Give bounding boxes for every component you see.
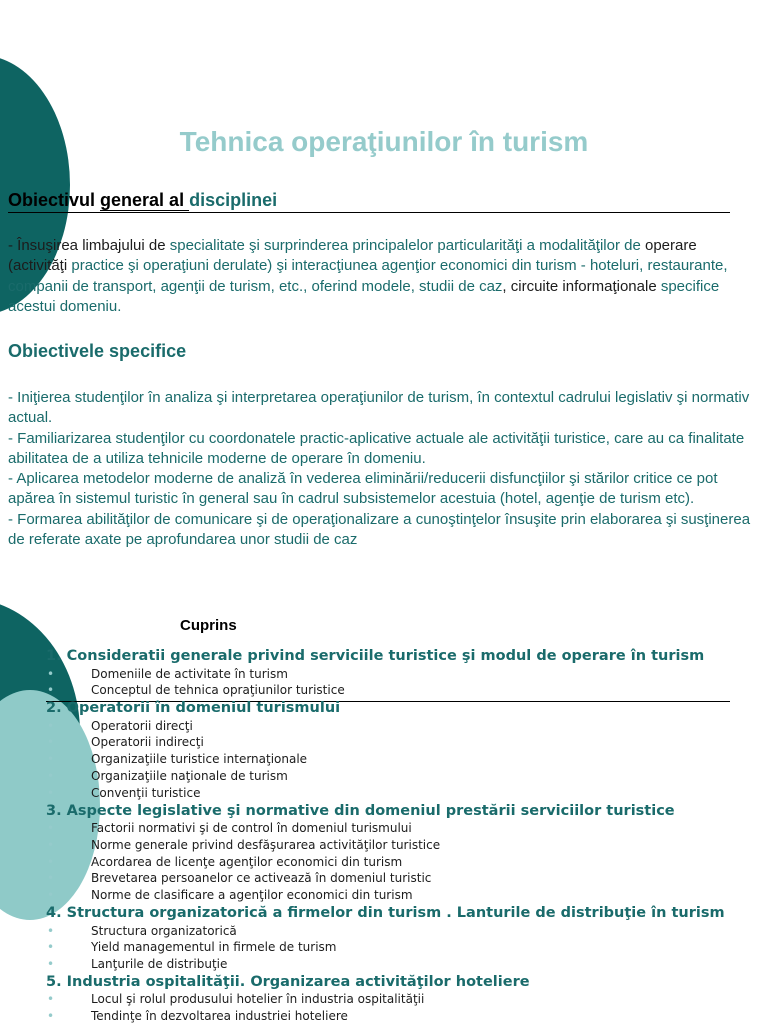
toc-list-item: [47, 923, 768, 940]
bullet-icon: •: [47, 923, 55, 938]
toc-list-item: [47, 820, 768, 837]
toc-list-item: [47, 734, 768, 751]
bullet-icon: •: [47, 992, 55, 1007]
general-text-6: , circuite informaţionale: [502, 277, 661, 295]
toc-list-item: [47, 956, 768, 973]
general-text-7: specifice acestui domeniu.: [8, 277, 720, 315]
toc-list-item: [47, 1008, 768, 1025]
toc-item-label: Lanţurile de distribuţie: [91, 957, 228, 972]
general-text-2: specialitate şi surprinderea principalelor particularităţi a modalităţilor de: [169, 237, 641, 254]
toc-item-label: Tendinţe în dezvoltarea industriei hoteliere: [91, 1009, 348, 1024]
table-of-contents: [0, 647, 768, 1025]
toc-item-label: Conceptul de tehnica opraţiunilor turistice: [91, 683, 345, 698]
toc-item-label: Norme generale privind desfăşurarea activităţilor turistice: [91, 837, 441, 852]
toc-list-item: [47, 718, 768, 735]
toc-list-item: [47, 854, 768, 871]
document-title: Tehnica operaţiunilor în turism: [179, 126, 589, 157]
specific-objectives-heading: Obiectivele specifice: [8, 341, 187, 361]
toc-item-label: Factorii normativi şi de control în domeniul turismului: [91, 821, 412, 836]
general-text-1: - Însuşirea limbajului de: [8, 237, 170, 254]
toc-section-title: 1. Consideratii generale privind serviciile turistice şi modul de operare în turism: [46, 648, 705, 664]
toc-list-item: [47, 768, 768, 785]
general-text-5: companii de transport, agenţii de turism, etc., oferind modele, studii de caz: [8, 277, 503, 295]
bullet-icon: •: [47, 940, 55, 955]
toc-list-item: [47, 682, 768, 699]
toc-item-label: Structura organizatorică: [91, 923, 237, 938]
toc-item-label: Domeniile de activitate în turism: [91, 666, 288, 681]
general-objective-text: [8, 236, 760, 317]
toc-item-label: Acordarea de licenţe agenţilor economici din turism: [91, 854, 403, 869]
toc-item-label: Brevetarea persoanelor ce activează în domeniul turistic: [91, 871, 432, 886]
toc-item-label: Convenţii turistice: [91, 785, 201, 800]
bullet-icon: •: [47, 666, 55, 681]
specific-objectives-text: - Iniţierea studenţilor în analiza şi interpretarea operaţiunilor de turism, în contextul cadrului legislativ şi normativ actual. - Familiarizarea studenţilor cu coordonatele practic-aplicative actuale ale activităţii turistice, care au ca finalitate abilitatea de a utiliza tehnicile moderne de operare în domeniu. - Aplicarea metodelor moderne de analiză în vederea eliminării/reducerii disfuncţiilor şi stărilor critice ce pot apărea în sistemul turistic în general sau în cadrul subsistemelor acestuia (hotel, agenţie de turism etc). - Formarea abilităţilor de comunicare şi de operaţionalizare a cunoştinţelor însuşite prin elaborarea şi susţinerea de referate axate pe aprofundarea unor studii de caz: [8, 389, 751, 549]
bullet-icon: •: [47, 1009, 55, 1024]
contents-heading: Cuprins: [180, 617, 237, 634]
toc-section-title: 3. Aspecte legislative şi normative din domeniul prestării serviciilor turistice: [46, 802, 675, 819]
bullet-icon: •: [47, 957, 55, 972]
bullet-icon: •: [47, 888, 55, 903]
toc-list-item: [47, 887, 768, 904]
toc-section-title: 5. Industria ospitalităţii. Organizarea activităţilor hoteliere: [46, 973, 530, 990]
toc-item-label: Yield managementul in firmele de turism: [91, 940, 337, 955]
toc-list-item: [47, 666, 768, 683]
general-text-3: operare (activităţi: [8, 237, 697, 275]
bullet-icon: •: [47, 735, 55, 750]
bullet-icon: •: [47, 785, 55, 800]
bullet-icon: •: [47, 718, 55, 733]
bullet-icon: •: [47, 768, 55, 783]
toc-item-label: Organizaţiile turistice internaţionale: [91, 752, 308, 767]
heading-part-3: disciplinei: [189, 190, 278, 210]
toc-item-label: Organizaţiile naţionale de turism: [91, 768, 288, 783]
toc-list-item: [47, 785, 768, 802]
bullet-icon: •: [47, 837, 55, 852]
heading-part-2: general al: [100, 190, 190, 210]
bullet-icon: •: [47, 821, 55, 836]
heading-part-1: Obiectivul: [8, 190, 101, 210]
toc-item-label: Locul şi rolul produsului hotelier în industria ospitalităţii: [91, 992, 425, 1007]
toc-item-label: Operatorii direcţi: [91, 718, 193, 733]
general-objective-heading: [8, 190, 730, 213]
toc-list-item: [47, 870, 768, 887]
bullet-icon: •: [47, 683, 55, 698]
toc-section-title: 2. Operatorii în domeniul turismului: [46, 700, 341, 717]
bullet-icon: •: [47, 871, 55, 886]
toc-list-item: [47, 991, 768, 1008]
toc-list-item: [47, 939, 768, 956]
toc-item-label: Operatorii indirecţi: [91, 735, 204, 750]
general-text-4: practice şi operaţiuni derulate) şi interacţiunea agenţior economici din turism - hoteluri, restaurante,: [71, 257, 728, 275]
toc-section-title: 4. Structura organizatorică a firmelor din turism . Lanturile de distribuţie în turism: [46, 905, 725, 922]
toc-list-item: [47, 751, 768, 768]
toc-item-label: Norme de clasificare a agenţilor economici din turism: [91, 888, 413, 903]
bullet-icon: •: [47, 854, 55, 869]
bullet-icon: •: [47, 752, 55, 767]
toc-list-item: [47, 837, 768, 854]
